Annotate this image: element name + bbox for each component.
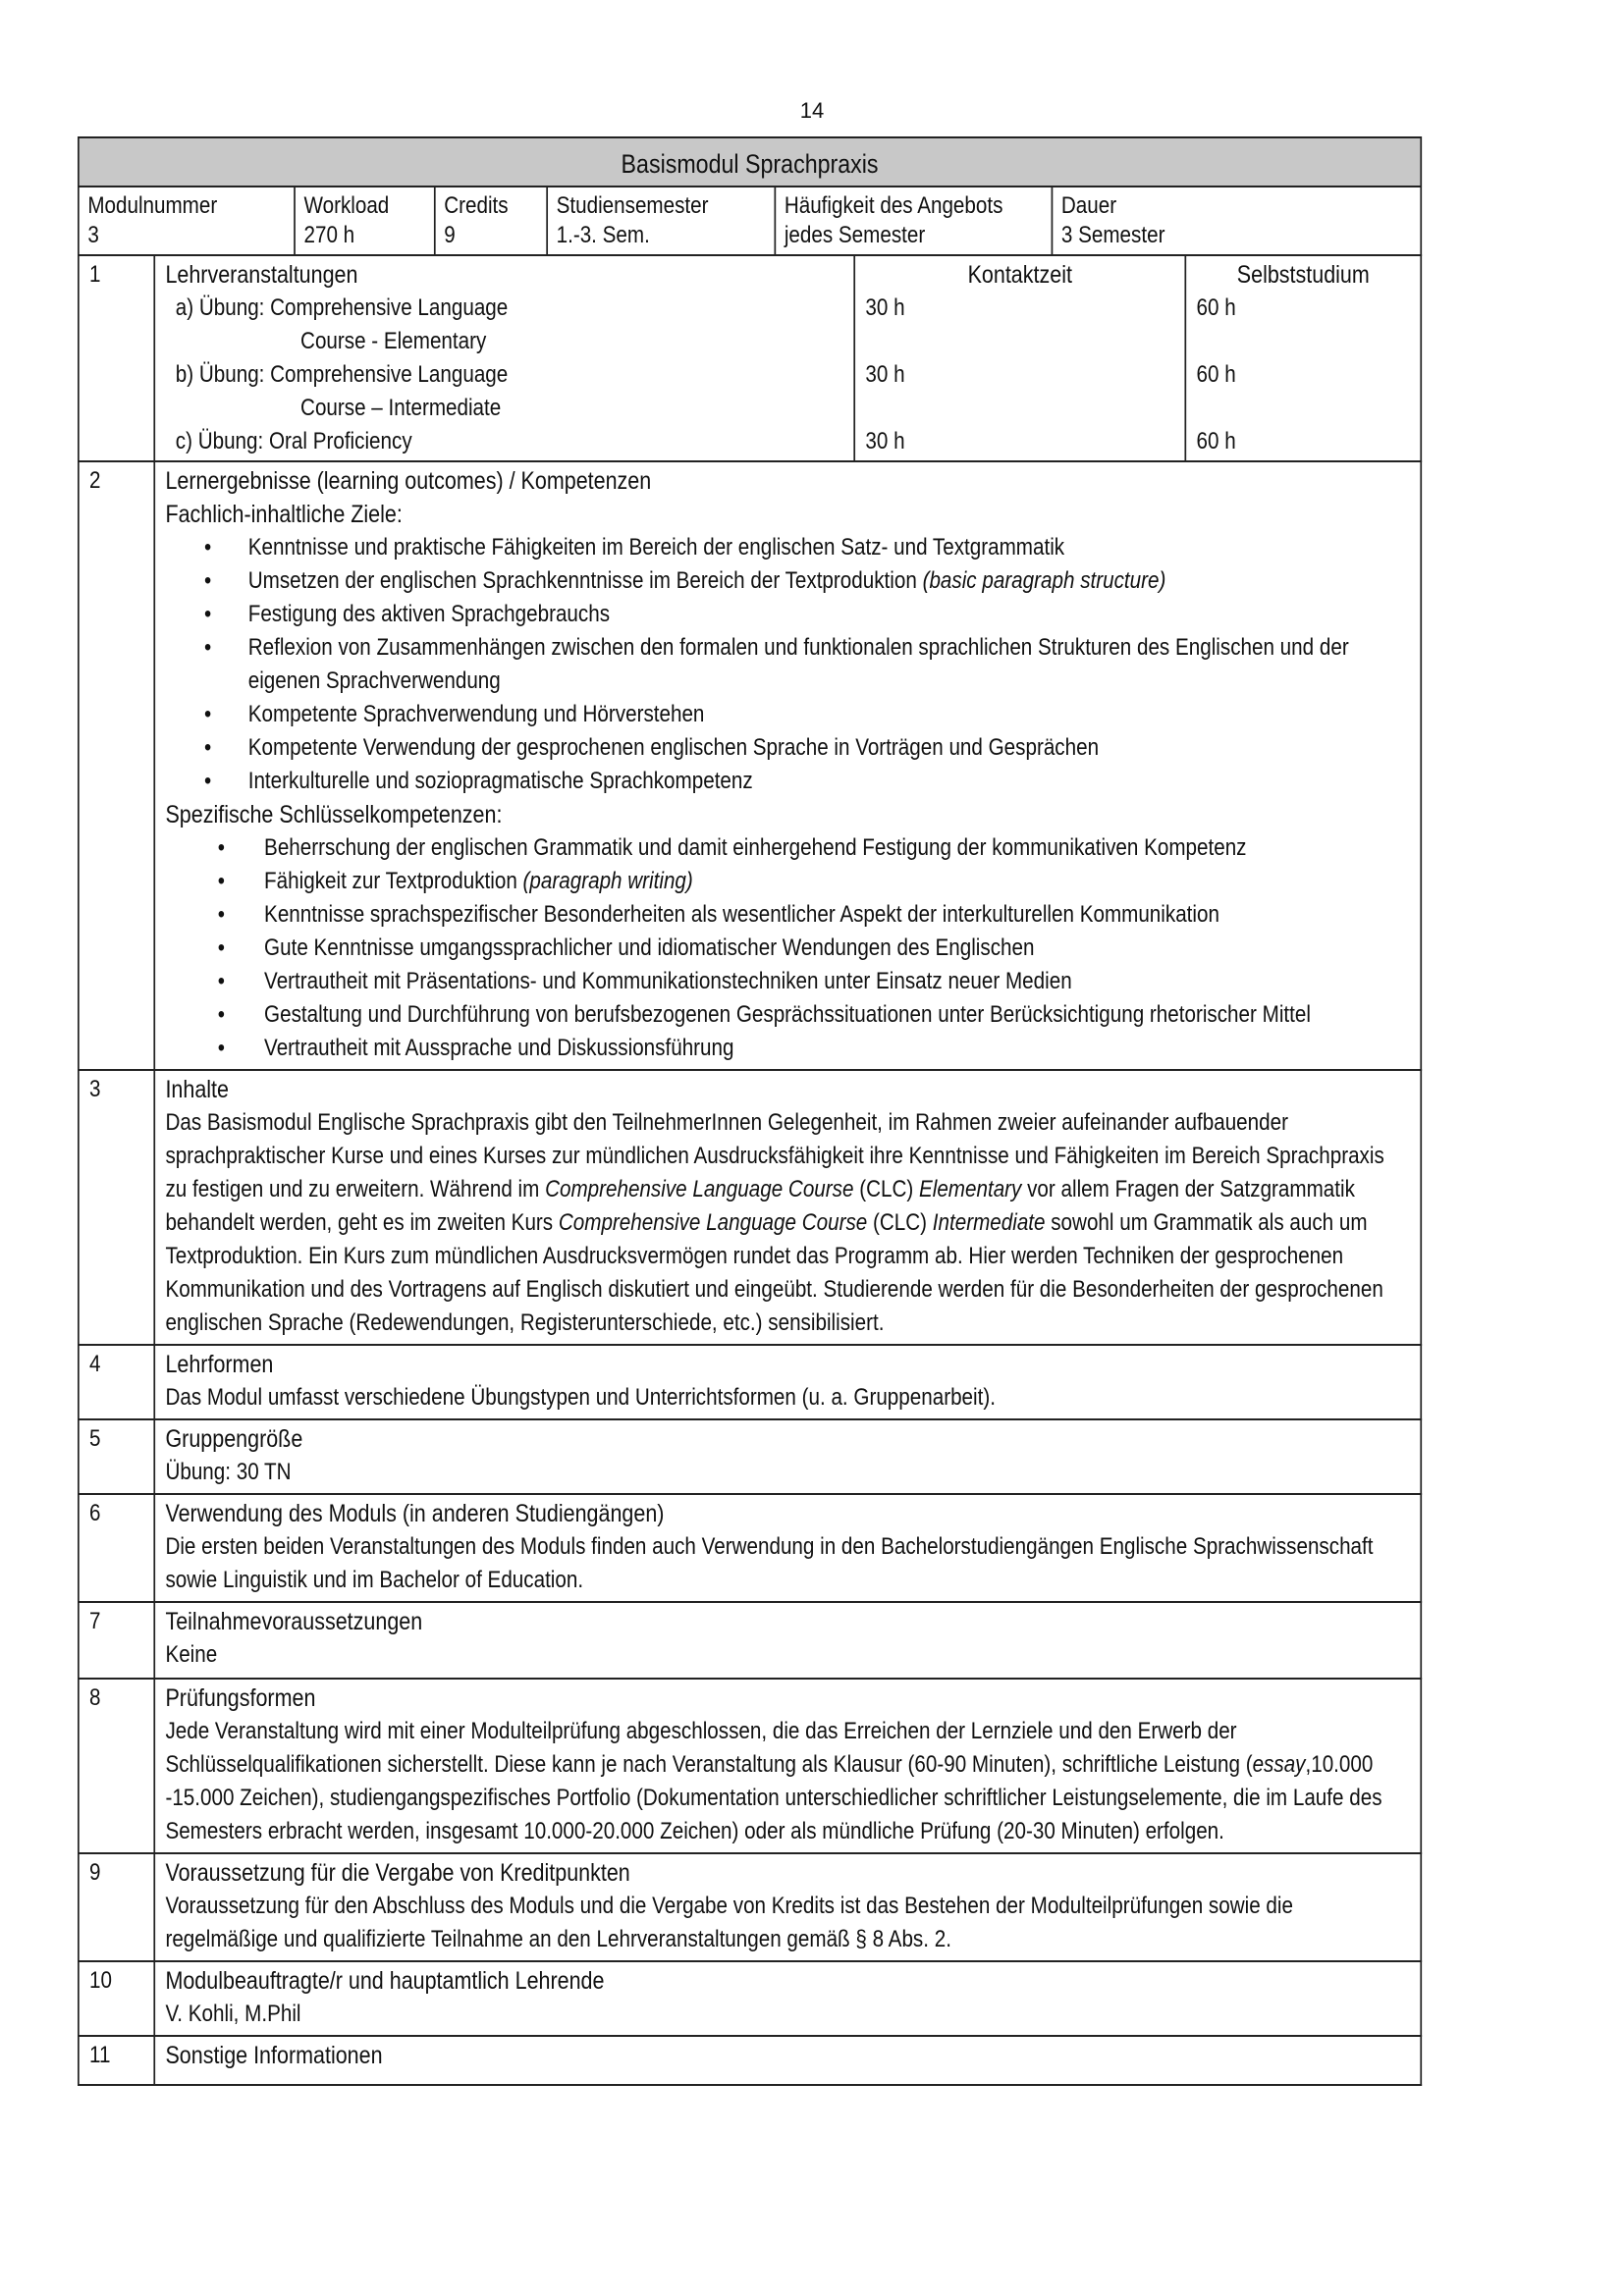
- section-4: [78, 1346, 1422, 1420]
- subheading: Spezifische Schlüsselkompetenzen:: [165, 801, 503, 828]
- section-6: [78, 1495, 1422, 1603]
- section-heading: Prüfungsformen: [165, 1684, 316, 1712]
- selbststudium-value: 60 h: [1196, 361, 1236, 388]
- courses-table: [155, 256, 1420, 460]
- section-number: 3: [80, 1071, 155, 1344]
- meta-label: Häufigkeit des Angebots: [784, 192, 1003, 219]
- section-heading: Lernergebnisse (learning outcomes) / Kompetenzen: [165, 467, 652, 495]
- section-heading: Verwendung des Moduls (in anderen Studiengängen): [165, 1500, 665, 1527]
- meta-value: 3 Semester: [1060, 222, 1165, 248]
- section-5: [78, 1420, 1422, 1495]
- meta-workload: [296, 187, 436, 254]
- section-heading: Lehrveranstaltungen: [165, 261, 358, 289]
- kontaktzeit-value: 30 h: [865, 294, 905, 321]
- section-text: Das Modul umfasst verschiedene Übungstypen und Unterrichtsformen (u. a. Gruppenarbeit).: [165, 1384, 996, 1411]
- meta-label: Credits: [444, 192, 509, 219]
- list-item: • Gestaltung und Durchführung von berufsbezogenen Gesprächssituationen unter Berücksichtigung rhetorischer Mittel: [165, 998, 1410, 1032]
- meta-value: 9: [444, 222, 456, 248]
- list-item: • Vertrautheit mit Aussprache und Diskussionsführung: [165, 1032, 1410, 1065]
- section-content: [155, 1854, 1420, 1960]
- meta-studiensemester: [548, 187, 776, 254]
- section-heading: Teilnahmevoraussetzungen: [165, 1608, 423, 1635]
- section-number: 7: [80, 1603, 155, 1678]
- selbststudium-value: 60 h: [1196, 294, 1236, 321]
- section-number: 1: [80, 256, 155, 460]
- list-item: • Gute Kenntnisse umgangssprachlicher und idiomatischer Wendungen des Englischen: [165, 932, 1410, 965]
- list-item: • Kompetente Sprachverwendung und Hörverstehen: [165, 698, 1410, 731]
- column-header: Selbststudium: [1236, 261, 1370, 289]
- section-heading: Gruppengröße: [165, 1425, 303, 1453]
- subheading: Fachlich-inhaltliche Ziele:: [165, 501, 403, 528]
- kontaktzeit-column: [855, 256, 1186, 460]
- meta-dauer: [1053, 187, 1420, 254]
- meta-haeufigkeit: [776, 187, 1053, 254]
- list-item: • Kenntnisse sprachspezifischer Besonderheiten als wesentlicher Aspekt der interkulturellen Kommunikation: [165, 898, 1410, 932]
- section-text: Die ersten beiden Veranstaltungen des Moduls finden auch Verwendung in den Bachelorstudiengängen Englische Sprachwissenschaft sowie Linguistik und im Bachelor of Education.: [165, 1533, 1374, 1593]
- section-text: Voraussetzung für den Abschluss des Moduls und die Vergabe von Kredits ist das Bestehen der Modulteilprüfungen sowie die regelmäßige und qualifizierte Teilnahme an den Lehrveranstaltungen gemäß § 8 Abs. 2.: [165, 1893, 1293, 1952]
- selbststudium-column: [1186, 256, 1420, 460]
- section-10: [78, 1962, 1422, 2037]
- section-heading: Sonstige Informationen: [165, 2042, 383, 2069]
- section-text: Übung: 30 TN: [165, 1459, 292, 1485]
- section-number: 10: [80, 1962, 155, 2035]
- section-text: V. Kohli, M.Phil: [165, 2001, 301, 2027]
- meta-label: Studiensemester: [556, 192, 709, 219]
- section-text: Keine: [165, 1641, 218, 1668]
- section-3: [78, 1071, 1422, 1346]
- section-2: [78, 462, 1422, 1071]
- section-number: 4: [80, 1346, 155, 1418]
- section-number: 2: [80, 462, 155, 1069]
- course-line: a) Übung: Comprehensive Language: [175, 294, 509, 321]
- course-line: b) Übung: Comprehensive Language: [175, 361, 509, 388]
- list-item: • Beherrschung der englischen Grammatik und damit einhergehend Festigung der kommunikativen Kompetenz: [165, 831, 1410, 865]
- meta-modulnummer: [80, 187, 296, 254]
- selbststudium-value: 60 h: [1196, 428, 1236, 454]
- list-item: • Fähigkeit zur Textproduktion (paragraph writing): [165, 865, 1410, 898]
- section-content: [155, 1962, 1420, 2035]
- course-line: Course - Elementary: [300, 328, 487, 354]
- list-item: • Reflexion von Zusammenhängen zwischen den formalen und funktionalen sprachlichen Strukturen des Englischen und der eigenen Sprachverwendung: [165, 631, 1410, 698]
- kontaktzeit-value: 30 h: [865, 428, 905, 454]
- meta-label: Modulnummer: [87, 192, 218, 219]
- section-content: [155, 462, 1420, 1069]
- section-9: [78, 1854, 1422, 1962]
- section-content: [155, 1420, 1420, 1493]
- module-title: Basismodul Sprachpraxis: [78, 136, 1422, 187]
- section-number: 8: [80, 1680, 155, 1852]
- section-content: [155, 2037, 1420, 2084]
- section-content: [155, 1071, 1420, 1344]
- section-1: [78, 256, 1422, 462]
- meta-value: jedes Semester: [784, 222, 926, 248]
- list-item: • Festigung des aktiven Sprachgebrauchs: [165, 598, 1410, 631]
- section-text: Das Basismodul Englische Sprachpraxis gibt den TeilnehmerInnen Gelegenheit, im Rahmen zweier aufeinander aufbauender sprachpraktischer Kurse und eines Kurses zur mündlichen Ausdrucksfähigkeit ihre Kenntnisse und Fähigkeiten im Bereich Sprachpraxis zu festigen und zu erweitern. Während im Comprehensive Language Course (CLC) Elementary vor allem Fragen der Satzgrammatik behandelt werden, geht es im zweiten Kurs Comprehensive Language Course (CLC) Intermediate sowohl um Grammatik als auch um Textproduktion. Ein Kurs zum mündlichen Ausdrucksvermögen rundet das Programm ab. Hier werden Techniken der gesprochenen Kommunikation und des Vortragens auf Englisch diskutiert und eingeübt. Studierende werden für die Besonderheiten der gesprochenen englischen Sprache (Redewendungen, Registerunterschiede, etc.) sensibilisiert.: [165, 1109, 1384, 1336]
- meta-value: 1.-3. Sem.: [556, 222, 650, 248]
- section-11: [78, 2037, 1422, 2086]
- section-number: 9: [80, 1854, 155, 1960]
- page-number: 14: [799, 98, 825, 123]
- list-item: • Kompetente Verwendung der gesprochenen englischen Sprache in Vorträgen und Gesprächen: [165, 731, 1410, 765]
- section-8: [78, 1680, 1422, 1854]
- section-content: [155, 1603, 1420, 1678]
- list-item: • Interkulturelle und soziopragmatische Sprachkompetenz: [165, 765, 1410, 798]
- section-content: [155, 1346, 1420, 1418]
- list-item: • Umsetzen der englischen Sprachkenntnisse im Bereich der Textproduktion (basic paragraph structure): [165, 564, 1410, 598]
- section-7: [78, 1603, 1422, 1680]
- meta-value: 3: [87, 222, 99, 248]
- section-content: [155, 1495, 1420, 1601]
- meta-label: Dauer: [1060, 192, 1117, 219]
- courses-column: [155, 256, 855, 460]
- meta-value: 270 h: [303, 222, 355, 248]
- section-content: [155, 1680, 1420, 1852]
- meta-credits: [436, 187, 548, 254]
- module-meta-row: [78, 187, 1422, 256]
- module-sheet: [78, 136, 1384, 2086]
- key-competences-list: [165, 831, 1410, 1065]
- course-line: Course – Intermediate: [300, 395, 502, 421]
- list-item: • Vertrautheit mit Präsentations- und Kommunikationstechniken unter Einsatz neuer Medien: [165, 965, 1410, 998]
- section-number: 5: [80, 1420, 155, 1493]
- section-heading: Lehrformen: [165, 1351, 274, 1378]
- course-line: c) Übung: Oral Proficiency: [175, 428, 412, 454]
- section-heading: Modulbeauftragte/r und hauptamtlich Lehrende: [165, 1967, 605, 1995]
- section-number: 6: [80, 1495, 155, 1601]
- goals-list: [165, 531, 1410, 798]
- section-heading: Voraussetzung für die Vergabe von Kreditpunkten: [165, 1859, 630, 1887]
- meta-label: Workload: [303, 192, 390, 219]
- section-number: 11: [80, 2037, 155, 2084]
- list-item: • Kenntnisse und praktische Fähigkeiten im Bereich der englischen Satz- und Textgrammatik: [165, 531, 1410, 564]
- kontaktzeit-value: 30 h: [865, 361, 905, 388]
- section-heading: Inhalte: [165, 1076, 229, 1103]
- column-header: Kontaktzeit: [967, 261, 1072, 289]
- section-text: Jede Veranstaltung wird mit einer Modulteilprüfung abgeschlossen, die das Erreichen der Lernziele und den Erwerb der Schlüsselqualifikationen sicherstellt. Diese kann je nach Veranstaltung als Klausur (60-90 Minuten), schriftliche Leistung (essay,10.000 -15.000 Zeichen), studiengangspezifisches Portfolio (Dokumentation unterschiedlicher schriftlicher Leistungselemente, die im Laufe des Semesters erbracht werden, insgesamt 10.000-20.000 Zeichen) oder als mündliche Prüfung (20-30 Minuten) erfolgen.: [165, 1718, 1382, 1844]
